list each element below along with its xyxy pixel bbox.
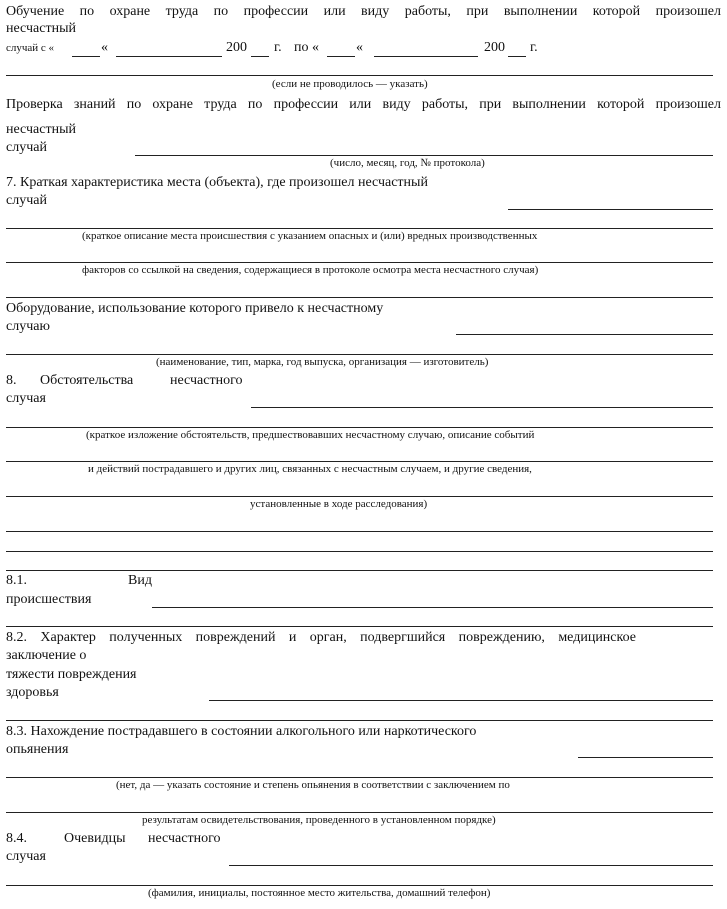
quote-mark: « [101,40,108,55]
circumstances-line-1[interactable] [6,427,713,428]
circumstances-note-2: и действий пострадавшего и других лиц, связанных с несчастным случаем, и другие сведения, [88,463,532,475]
witnesses-field[interactable] [229,865,713,866]
section8-2-line-2: заключение о [6,648,87,663]
section8-2-line-3: тяжести повреждения [6,667,137,682]
section8-4-word-3: случая [6,849,46,864]
place-line-3[interactable] [6,297,713,298]
circumstances-line-4[interactable] [6,531,713,532]
circumstances-line-2[interactable] [6,461,713,462]
place-field[interactable] [508,209,713,210]
circumstances-note-1: (краткое изложение обстоятельств, предшествовавших несчастному случаю, описание событий [86,429,535,441]
section8-num: 8. [6,373,17,388]
intoxication-note-1: (нет, да — указать состояние и степень опьянения в соответствии с заключением по [116,779,510,791]
training-blank-line[interactable] [6,75,713,76]
intoxication-line-2[interactable] [6,812,713,813]
check-text: Проверка знаний по охране труда по профессии или виду работы, при выполнении которой произошел [6,97,721,112]
month-to-field[interactable] [374,56,478,57]
equipment-text: Оборудование, использование которого привело к несчастному [6,301,384,316]
month-from-field[interactable] [116,56,222,57]
year-from-label: 200 [226,40,247,55]
section7-heading-cont: случай [6,193,47,208]
witnesses-note: (фамилия, инициалы, постоянное место жительства, домашний телефон) [148,887,491,899]
equipment-field[interactable] [456,334,713,335]
check-text-cont: несчастный [6,122,76,137]
po-label: по « [294,40,319,55]
incident-type-field[interactable] [152,607,713,608]
circumstances-field[interactable] [251,407,713,408]
witnesses-line[interactable] [6,885,713,886]
circumstances-line-6[interactable] [6,570,713,571]
check-text-cont2: случай [6,140,47,155]
section8-word-1: Обстоятельства [40,373,134,388]
training-text-cont: несчастный [6,21,76,36]
place-note-1: (краткое описание места происшествия с указанием опасных и (или) вредных производственных [82,230,538,242]
intoxication-field[interactable] [578,757,713,758]
injury-line[interactable] [6,720,713,721]
training-note: (если не проводилось — указать) [272,78,428,90]
intoxication-note-2: результатам освидетельствования, проведенного в установленном порядке) [142,814,496,826]
case-from-label: случай с « [6,42,55,54]
section8-1-word-1: Вид [128,573,152,588]
circumstances-line-5[interactable] [6,551,713,552]
g-label: г. [274,40,282,55]
year-from-field[interactable] [251,56,269,57]
injury-field[interactable] [209,700,713,701]
equipment-note: (наименование, тип, марка, год выпуска, организация — изготовитель) [156,356,489,368]
place-line-2[interactable] [6,262,713,263]
intoxication-line-1[interactable] [6,777,713,778]
place-line-1[interactable] [6,228,713,229]
circumstances-line-3[interactable] [6,496,713,497]
section8-2-line-1: 8.2. Характер полученных повреждений и орган, подвергшийся повреждению, медицинское [6,630,636,645]
day-to-field[interactable] [327,56,355,57]
equipment-line[interactable] [6,354,713,355]
equipment-text-cont: случаю [6,319,50,334]
section8-4-word-1: Очевидцы [64,831,126,846]
training-text: Обучение по охране труда по профессии или виду работы, при выполнении которой произошел [6,4,721,19]
check-note: (число, месяц, год, № протокола) [330,157,485,169]
section8-1-word-2: происшествия [6,592,92,607]
check-protocol-field[interactable] [135,155,713,156]
place-note-2: факторов со ссылкой на сведения, содержащиеся в протоколе осмотра места несчастного случая) [82,264,539,276]
section8-1-num: 8.1. [6,573,27,588]
section8-2-line-4: здоровья [6,685,59,700]
section8-word-3: случая [6,391,46,406]
section8-4-word-2: несчастного [148,831,221,846]
section8-word-2: несчастного [170,373,243,388]
section8-4-num: 8.4. [6,831,27,846]
circumstances-note-3: установленные в ходе расследования) [250,498,428,510]
year-to-field[interactable] [508,56,526,57]
incident-type-line[interactable] [6,626,713,627]
quote-mark-2: « [356,40,363,55]
year-to-label: 200 [484,40,505,55]
section7-heading: 7. Краткая характеристика места (объекта), где произошел несчастный [6,175,428,190]
section8-3-line-1: 8.3. Нахождение пострадавшего в состоянии алкогольного или наркотического [6,724,477,739]
day-from-field[interactable] [72,56,100,57]
section8-3-line-2: опьянения [6,742,69,757]
g-label-2: г. [530,40,538,55]
